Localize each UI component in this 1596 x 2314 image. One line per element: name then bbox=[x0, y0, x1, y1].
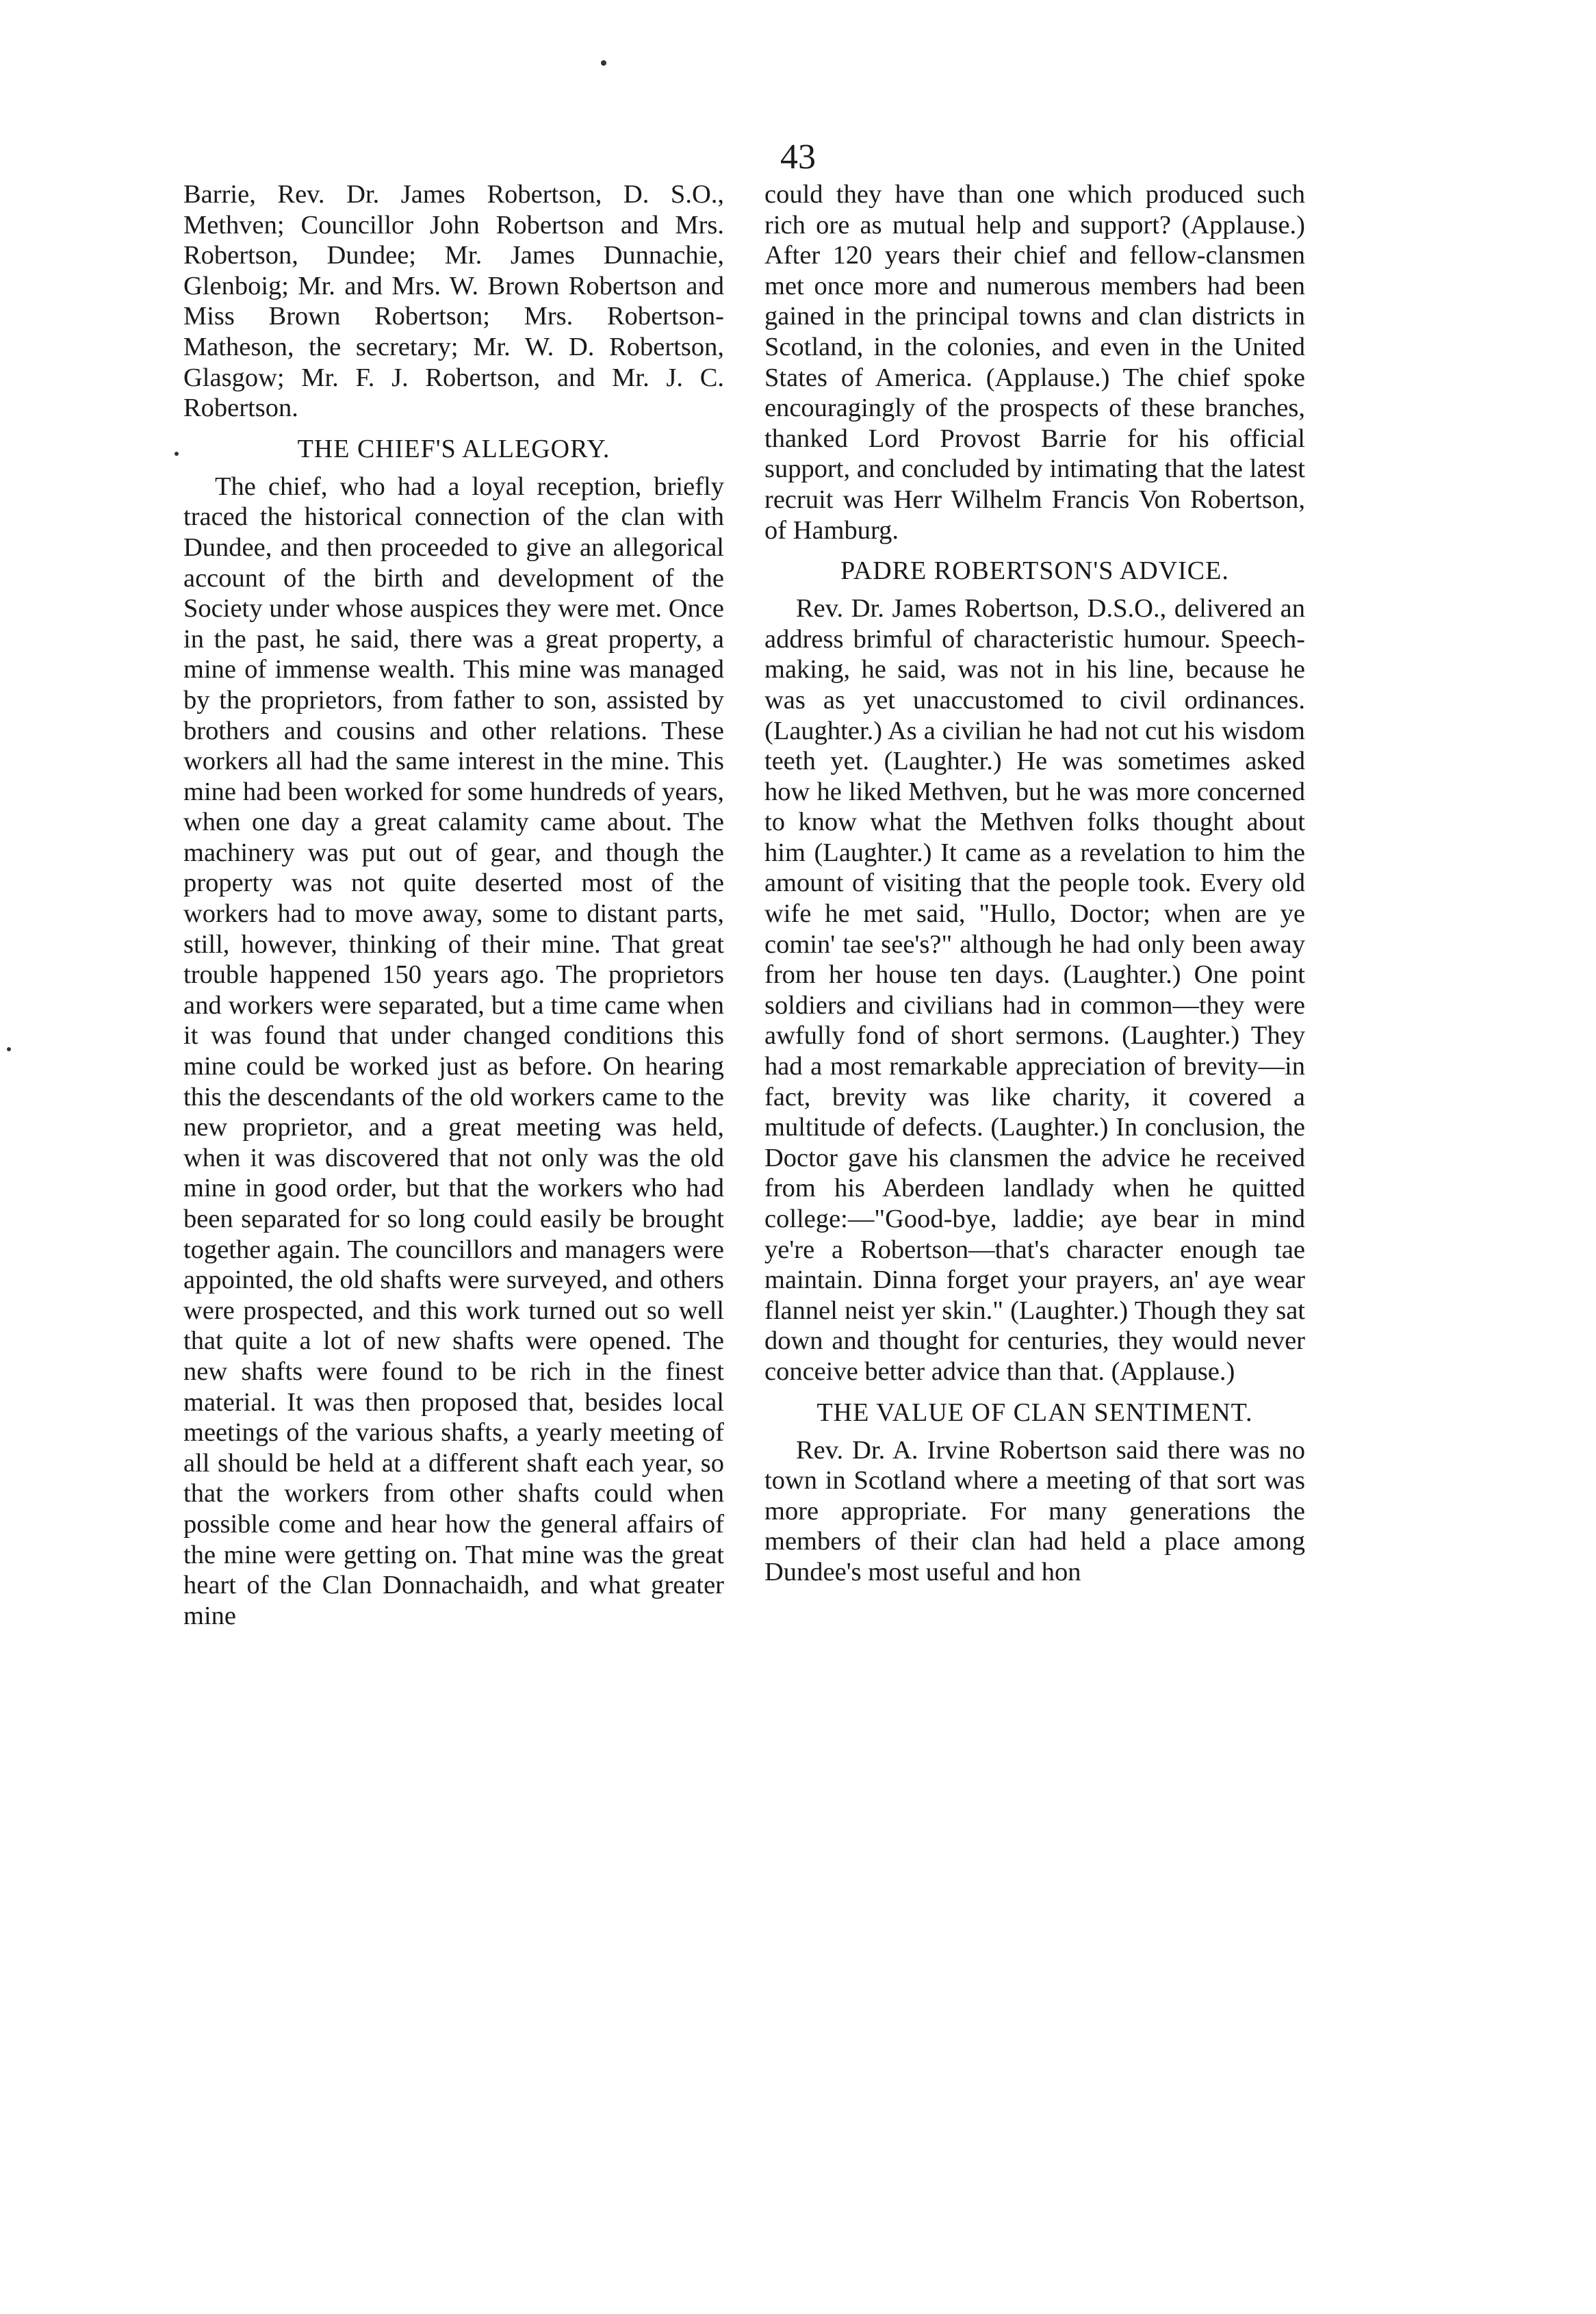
padre-advice-paragraph: Rev. Dr. James Robertson, D.S.O., delivered an address brimful of characteristic humour. Speech-making, he said, was not in his line, because he was as yet unaccustomed to civil ordinances. (Laughter.) As a civilian he had not cut his wisdom teeth yet. (Laughter.) He was sometimes asked how he liked Methven, but he was more concerned to know what the Methven folks thought about him (Laughter.) It came as a revelation to him the amount of visiting that the people took. Every old wife he met said, "Hullo, Doctor; when are ye comin' tae see's?" although he had only been away from her house ten days. (Laughter.) One point soldiers and civilians had in common—they were awfully fond of short sermons. (Laughter.) They had a most remarkable appreciation of brevity—in fact, brevity was like charity, it covered a multitude of defects. (Laughter.) In conclusion, the Doctor gave his clansmen the advice he received from his Aberdeen landlady when he quitted college:—"Good-bye, laddie; aye bear in mind ye're a Robertson—that's character enough tae maintain. Dinna forget your prayers, an' aye wear flannel neist yer skin." (Laughter.) Though they sat down and thought for centuries, they would never conceive better advice than that. (Applause.) bbox=[764, 594, 1305, 1386]
chief-allegory-continuation-paragraph: could they have than one which produced such rich ore as mutual help and support? (Applause.) After 120 years their chief and fellow-clansmen met once more and numerous members had been gained in the principal towns and clan districts in Scotland, in the colonies, and even in the United States of America. (Applause.) The chief spoke encouragingly of the prospects of these branches, thanked Lord Provost Barrie for his official support, and concluded by intimating that the latest recruit was Herr Wilhelm Francis Von Robertson, of Hamburg. bbox=[764, 180, 1305, 545]
attendee-list-paragraph: Barrie, Rev. Dr. James Robertson, D. S.O., Methven; Councillor John Robertson and Mrs. Robertson, Dundee; Mr. James Dunnachie, Glenboig; Mr. and Mrs. W. Brown Robertson and Miss Brown Robertson; Mrs. Robertson-Matheson, the secretary; Mr. W. D. Robertson, Glasgow; Mr. F. J. Robertson, and Mr. J. C. Robertson. bbox=[183, 180, 724, 423]
clan-sentiment-paragraph: Rev. Dr. A. Irvine Robertson said there was no town in Scotland where a meeting of that sort was more appropriate. For many generations the members of their clan had held a place among Dundee's most useful and hon bbox=[764, 1435, 1305, 1586]
right-column bbox=[764, 179, 1305, 1588]
chief-allegory-paragraph: The chief, who had a loyal reception, briefly traced the historical connection of the clan with Dundee, and then proceeded to give an allegorical account of the birth and development of the Society under whose auspices they were met. Once in the past, he said, there was a great property, a mine of immense wealth. This mine was managed by the proprietors, from father to son, assisted by brothers and cousins and other relations. These workers all had the same interest in the mine. This mine had been worked for some hundreds of years, when one day a great calamity came about. The machinery was put out of gear, and though the property was not quite deserted most of the workers had to move away, some to distant parts, still, however, thinking of their mine. That great trouble happened 150 years ago. The proprietors and workers were separated, but a time came when it was found that under changed conditions this mine could be worked just as before. On hearing this the descendants of the old workers came to the new proprietor, and a great meeting was held, when it was discovered that not only was the old mine in good order, but that the workers who had been separated for so long could easily be brought together again. The councillors and managers were appointed, the old shafts were surveyed, and others were prospected, and this work turned out so well that quite a lot of new shafts were opened. The new shafts were found to be rich in the finest material. It was then proposed that, besides local meetings of the various shafts, a yearly meeting of all should be held at a different shaft each year, so that the workers from other shafts could when possible come and hear how the general affairs of the mine were getting on. That mine was the great heart of the Clan Donnachaidh, and what greater mine bbox=[183, 472, 724, 1630]
page-number: 43 bbox=[780, 138, 816, 177]
section-heading-chiefs-allegory: THE CHIEF'S ALLEGORY. bbox=[297, 434, 610, 463]
speck-top bbox=[601, 60, 606, 66]
section-heading-padre-advice: PADRE ROBERTSON'S ADVICE. bbox=[840, 556, 1229, 586]
speck-bottom-left bbox=[7, 1047, 11, 1051]
left-column bbox=[183, 179, 724, 1631]
section-heading-clan-sentiment: THE VALUE OF CLAN SENTIMENT. bbox=[816, 1398, 1253, 1427]
speck-left-margin bbox=[175, 452, 179, 456]
